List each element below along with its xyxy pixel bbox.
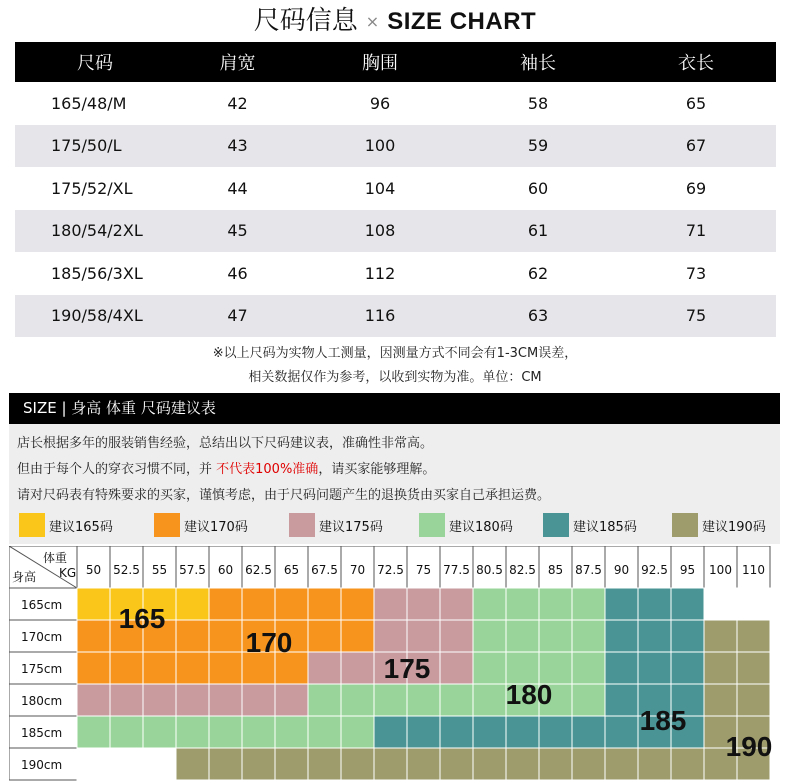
table-cell: 67 [616,125,776,168]
weight-header-label: 92.5 [641,563,668,577]
size-grid-cell [143,748,176,780]
table-cell: 116 [300,295,460,338]
size-grid-cell [539,588,572,620]
size-grid-cell [506,748,539,780]
table-cell: 108 [300,210,460,253]
size-grid-cell [374,620,407,652]
weight-header-label: 67.5 [311,563,338,577]
size-grid-cell [407,748,440,780]
corner-height-label: 身高 [12,570,37,584]
weight-header-label: 110 [742,563,765,577]
size-grid-cell [440,684,473,716]
table-cell: 58 [527,93,549,113]
size-grid-cell [737,652,770,684]
region-label-170: 170 [245,627,293,658]
size-grid-cell [539,716,572,748]
table-cell: 71 [616,210,776,253]
size-grid-cell [275,748,308,780]
legend-swatch [19,513,45,537]
size-grid-cell [110,748,143,780]
size-grid-cell [374,588,407,620]
legend-swatch [289,513,315,537]
header-chest: 胸围 [300,42,460,82]
size-grid-cell [143,716,176,748]
recommendation-text-3: 请对尺码表有特殊要求的买家，谨慎考虑，由于尺码问题产生的退换货由买家自己承担运费。 [17,488,551,503]
size-grid-cell [473,716,506,748]
table-cell: 45 [175,210,300,253]
size-grid-cell [704,652,737,684]
legend-label: 建议170码 [184,520,248,535]
size-grid-cell [176,652,209,684]
table-row [15,167,776,210]
recommendation-text-2a: 但由于每个人的穿衣习惯不同，并 [17,462,217,477]
legend-label: 建议185码 [573,520,637,535]
size-grid-cell [308,620,341,652]
size-grid-cell [737,588,770,620]
table-cell: 65 [685,93,707,113]
table-cell: 44 [227,178,248,198]
size-grid-cell [341,652,374,684]
header-size: 尺码 [15,42,175,82]
size-grid-cell [440,716,473,748]
size-grid-cell [110,684,143,716]
size-grid-cell [176,588,209,620]
table-cell: 61 [460,210,616,253]
legend-label: 建议175码 [319,520,383,535]
size-grid-cell [572,620,605,652]
size-grid-cell [506,716,539,748]
size-grid-cell [572,588,605,620]
size-grid-cell [440,652,473,684]
size-grid-cell [308,716,341,748]
legend-label: 建议165码 [49,520,113,535]
size-grid-cell [209,748,242,780]
region-label-190: 190 [725,731,773,762]
size-grid-cell [704,588,737,620]
size-grid-cell [671,748,704,780]
size-grid-cell [572,652,605,684]
size-grid-cell [704,684,737,716]
size-grid-cell [638,620,671,652]
size-grid-cell [737,684,770,716]
size-grid-cell [407,716,440,748]
size-grid-cell [77,684,110,716]
weight-header-label: 57.5 [179,563,206,577]
size-grid-cell [506,620,539,652]
size-grid-cell [143,652,176,684]
size-grid-cell [638,748,671,780]
size-grid-cell [737,620,770,652]
size-grid-cell [374,716,407,748]
size-grid-cell [671,652,704,684]
region-label-180: 180 [505,679,553,710]
legend-swatch [154,513,180,537]
size-grid-cell [671,620,704,652]
size-grid-cell [242,716,275,748]
size-grid-cell [341,716,374,748]
size-grid-cell [374,748,407,780]
table-cell: 43 [175,125,300,168]
accuracy-warning: 不代表100%准确 [216,462,319,477]
size-grid-cell [605,684,638,716]
table-cell: 59 [460,125,616,168]
size-grid-cell [638,588,671,620]
size-grid-cell [374,684,407,716]
weight-header-label: 62.5 [245,563,272,577]
size-grid-cell [473,684,506,716]
size-grid-cell [407,588,440,620]
size-grid-cell [275,684,308,716]
size-grid-cell [77,748,110,780]
region-label-175: 175 [383,653,431,684]
table-row [15,210,776,253]
table-cell: 100 [300,125,460,168]
recommendation-panel [9,424,780,544]
legend-label: 建议190码 [702,520,766,535]
size-grid-cell [341,684,374,716]
size-grid-cell [572,748,605,780]
table-cell: 75 [616,295,776,338]
recommendation-text-2 [17,458,435,477]
legend-label: 建议180码 [449,520,513,535]
size-grid-cell [572,716,605,748]
height-header-label: 165cm [21,598,63,612]
table-cell: 104 [364,178,396,198]
measurement-note-2: 相关数据仅作为参考，以收到实物为准。单位：CM [248,370,542,385]
weight-header-label: 72.5 [377,563,404,577]
size-grid-cell [341,620,374,652]
weight-header-label: 90 [613,563,630,577]
size-grid-cell [341,588,374,620]
recommendation-text-1: 店长根据多年的服装销售经验，总结出以下尺码建议表，准确性非常高。 [17,436,434,451]
height-weight-grid [9,546,780,781]
size-grid-cell [77,716,110,748]
height-header-label: 180cm [21,694,63,708]
table-cell: 185/56/3XL [51,263,143,283]
weight-header-label: 100 [709,563,732,577]
weight-header-label: 70 [349,563,366,577]
recommendation-header: SIZE | 身高 体重 尺码建议表 [9,393,780,424]
size-grid-cell [209,652,242,684]
header-length: 衣长 [616,42,776,82]
size-grid-svg [9,546,780,781]
weight-header-label: 75 [415,563,432,577]
table-row [15,125,776,168]
size-grid-cell [308,684,341,716]
table-cell: 60 [527,178,549,198]
size-grid-cell [407,684,440,716]
weight-header-label: 82.5 [509,563,536,577]
size-grid-cell [242,748,275,780]
table-cell: 73 [685,263,707,283]
height-header-label: 190cm [21,758,63,772]
size-grid-cell [110,652,143,684]
region-label-165: 165 [118,603,166,634]
table-cell: 190/58/4XL [15,295,175,338]
size-grid-cell [506,588,539,620]
size-grid-cell [539,620,572,652]
size-grid-cell [275,716,308,748]
table-cell: 47 [175,295,300,338]
size-grid-cell [473,588,506,620]
weight-header-label: 60 [217,563,234,577]
size-grid-cell [176,748,209,780]
table-cell: 42 [227,93,248,113]
size-grid-cell [110,716,143,748]
table-cell: 165/48/M [51,93,127,113]
size-grid-cell [473,748,506,780]
size-grid-cell [605,620,638,652]
header-sleeve: 袖长 [460,42,616,82]
weight-header-label: 85 [547,563,564,577]
size-grid-cell [143,684,176,716]
size-grid-cell [440,748,473,780]
table-cell: 112 [364,263,396,283]
weight-header-label: 87.5 [575,563,602,577]
size-grid-cell [704,620,737,652]
weight-header-label: 50 [85,563,102,577]
size-grid-cell [176,620,209,652]
table-cell: 63 [460,295,616,338]
size-grid-cell [209,620,242,652]
size-table-header [15,42,776,82]
weight-header-label: 77.5 [443,563,470,577]
size-grid-cell [605,588,638,620]
size-grid-cell [308,652,341,684]
table-row [15,295,776,338]
size-grid-cell [407,620,440,652]
size-grid-cell [605,748,638,780]
size-grid-cell [308,588,341,620]
table-row [15,82,776,125]
chart-title [0,4,790,39]
size-grid-cell [77,652,110,684]
size-grid-cell [308,748,341,780]
table-cell: 96 [369,93,391,113]
corner-unit-label: KG [59,566,77,580]
weight-header-label: 52.5 [113,563,140,577]
title-separator: × [365,11,380,31]
size-measurement-table [15,42,776,337]
size-grid-cell [77,588,110,620]
weight-header-label: 95 [679,563,696,577]
size-grid-cell [473,652,506,684]
weight-header-label: 55 [151,563,168,577]
header-shoulder: 肩宽 [175,42,300,82]
size-grid-cell [440,620,473,652]
size-grid-cell [176,716,209,748]
size-grid-cell [275,588,308,620]
size-grid-cell [77,620,110,652]
size-grid-cell [209,684,242,716]
table-row [15,252,776,295]
table-cell: 46 [227,263,248,283]
legend-swatch [672,513,698,537]
size-grid-cell [572,684,605,716]
recommendation-text-2b: ，请买家能够理解。 [318,462,436,477]
region-label-185: 185 [639,705,687,736]
size-grid-cell [473,620,506,652]
table-cell: 69 [685,178,707,198]
size-grid-cell [341,748,374,780]
legend-swatch [543,513,569,537]
size-grid-cell [440,588,473,620]
height-header-label: 185cm [21,726,63,740]
title-en: SIZE CHART [387,8,537,35]
size-grid-cell [176,684,209,716]
size-grid-cell [671,588,704,620]
legend-swatch [419,513,445,537]
height-header-label: 170cm [21,630,63,644]
weight-header-label: 65 [283,563,300,577]
size-grid-cell [539,748,572,780]
table-cell: 175/52/XL [51,178,133,198]
title-cn: 尺码信息 [253,6,358,36]
corner-weight-label: 体重 [43,551,68,565]
table-cell: 180/54/2XL [15,210,175,253]
weight-header-label: 80.5 [476,563,503,577]
table-cell: 175/50/L [15,125,175,168]
size-grid-cell [209,588,242,620]
table-cell: 62 [527,263,549,283]
size-grid-cell [242,684,275,716]
size-grid-cell [209,716,242,748]
height-header-label: 175cm [21,662,63,676]
size-grid-cell [638,652,671,684]
size-grid-cell [605,716,638,748]
size-grid-cell [242,588,275,620]
measurement-note-1: ※以上尺码为实物人工测量，因测量方式不同会有1-3CM误差， [212,346,578,361]
size-grid-cell [605,652,638,684]
